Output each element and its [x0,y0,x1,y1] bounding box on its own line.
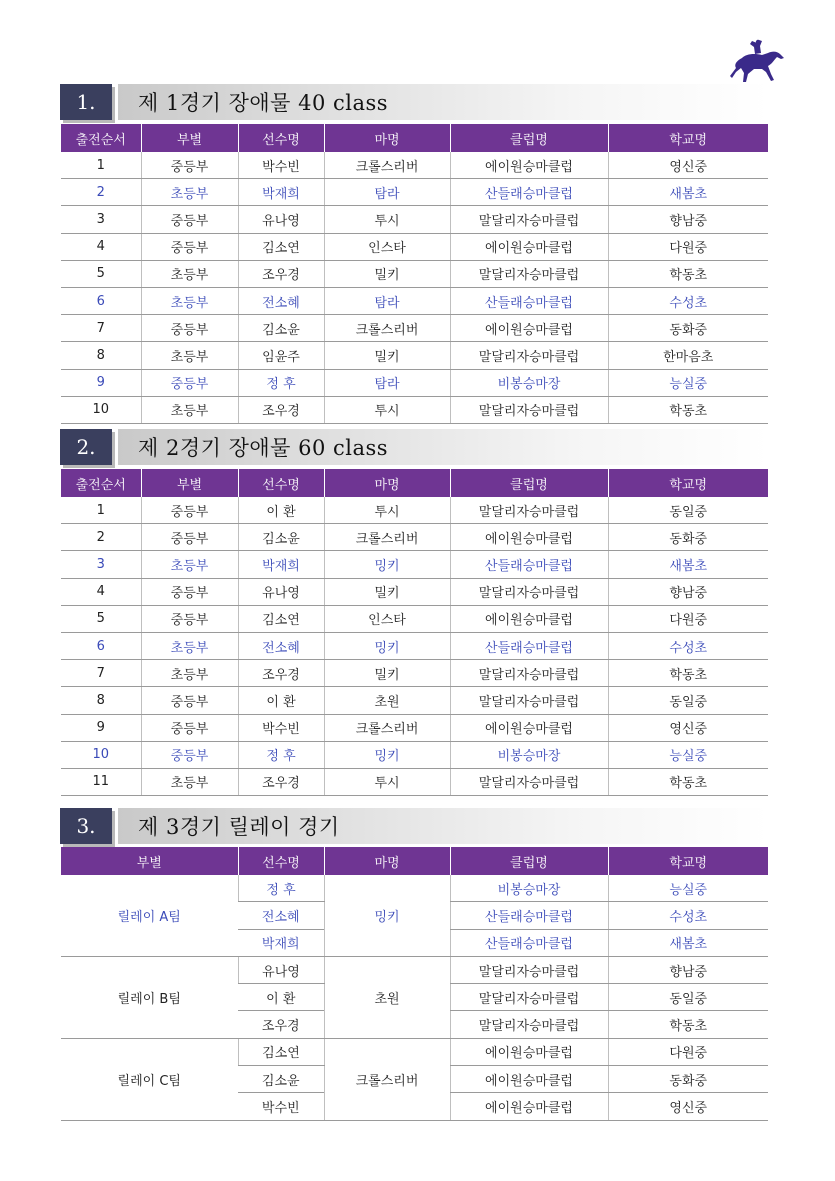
column-header: 선수명 [238,469,324,497]
school-cell: 학동초 [608,660,768,687]
rider-cell: 전소혜 [238,632,324,659]
rider-cell: 김소윤 [238,524,324,551]
event-2-table [61,469,768,796]
column-header: 학교명 [608,847,768,875]
table-row [61,714,768,741]
rider-cell: 유나영 [238,578,324,605]
school-cell: 수성초 [608,632,768,659]
order-cell: 5 [61,260,141,287]
horse-cell: 밍키 [324,875,450,956]
school-cell: 영신중 [608,1093,768,1120]
horse-cell: 초원 [324,956,450,1038]
horse-cell: 탐라 [324,287,450,314]
school-cell: 수성초 [608,287,768,314]
horse-cell: 밀키 [324,260,450,287]
rider-cell: 정 후 [238,369,324,396]
club-cell: 에이원승마클럽 [450,1038,608,1065]
section-number: 1. [60,84,112,120]
club-cell: 산들래승마클럽 [450,551,608,578]
club-cell: 에이원승마클럽 [450,1093,608,1120]
horse-cell: 탐라 [324,369,450,396]
rider-cell: 정 후 [238,741,324,768]
division-cell: 중등부 [141,741,238,768]
column-header: 학교명 [608,469,768,497]
division-cell: 중등부 [141,714,238,741]
school-cell: 학동초 [608,396,768,423]
order-cell: 6 [61,287,141,314]
table-row [61,632,768,659]
division-cell: 초등부 [141,396,238,423]
division-cell: 중등부 [141,687,238,714]
order-cell: 11 [61,768,141,795]
school-cell: 수성초 [608,902,768,929]
club-cell: 말달리자승마클럽 [450,660,608,687]
table-row [61,152,768,179]
column-header: 클럽명 [450,124,608,152]
division-cell: 초등부 [141,260,238,287]
rider-cell: 이 환 [238,984,324,1011]
school-cell: 학동초 [608,1011,768,1038]
school-cell: 학동초 [608,260,768,287]
club-cell: 비봉승마장 [450,369,608,396]
rider-cell: 김소연 [238,233,324,260]
rider-cell: 유나영 [238,206,324,233]
column-header: 마명 [324,469,450,497]
rider-cell: 김소윤 [238,1066,324,1093]
club-cell: 말달리자승마클럽 [450,687,608,714]
column-header: 부별 [141,124,238,152]
school-cell: 동화중 [608,524,768,551]
club-cell: 산들래승마클럽 [450,902,608,929]
school-cell: 학동초 [608,768,768,795]
rider-cell: 이 환 [238,497,324,524]
club-cell: 말달리자승마클럽 [450,260,608,287]
rider-cell: 전소혜 [238,287,324,314]
order-cell: 8 [61,687,141,714]
team-name-cell: 릴레이 C팀 [61,1038,238,1120]
rider-cell: 김소연 [238,1038,324,1065]
horse-cell: 크롤스리버 [324,524,450,551]
division-cell: 중등부 [141,369,238,396]
club-cell: 에이원승마클럽 [450,233,608,260]
school-cell: 새봄초 [608,929,768,956]
horse-cell: 인스타 [324,605,450,632]
club-cell: 말달리자승마클럽 [450,768,608,795]
club-cell: 비봉승마장 [450,875,608,902]
table-row [61,1038,768,1065]
school-cell: 능실중 [608,741,768,768]
rider-cell: 조우경 [238,396,324,423]
division-cell: 초등부 [141,632,238,659]
horse-cell: 밀키 [324,578,450,605]
team-name-cell: 릴레이 B팀 [61,956,238,1038]
section-number: 3. [60,808,112,844]
table-row [61,287,768,314]
column-header: 출전순서 [61,469,141,497]
table-row [61,260,768,287]
order-cell: 9 [61,714,141,741]
school-cell: 영신중 [608,152,768,179]
division-cell: 초등부 [141,660,238,687]
club-cell: 에이원승마클럽 [450,524,608,551]
order-cell: 1 [61,152,141,179]
rider-cell: 전소혜 [238,902,324,929]
order-cell: 9 [61,369,141,396]
rider-cell: 유나영 [238,956,324,983]
team-name-cell: 릴레이 A팀 [61,875,238,956]
club-cell: 비봉승마장 [450,741,608,768]
school-cell: 새봄초 [608,551,768,578]
horse-cell: 밀키 [324,660,450,687]
horse-cell: 탐라 [324,179,450,206]
horse-cell: 초원 [324,687,450,714]
column-header: 선수명 [238,124,324,152]
table-row [61,660,768,687]
column-header: 학교명 [608,124,768,152]
school-cell: 능실중 [608,369,768,396]
table-row [61,396,768,423]
order-cell: 2 [61,524,141,551]
horse-cell: 투시 [324,396,450,423]
table-row [61,551,768,578]
table-row [61,524,768,551]
table-row [61,741,768,768]
club-cell: 에이원승마클럽 [450,152,608,179]
school-cell: 동화중 [608,315,768,342]
table-row [61,179,768,206]
school-cell: 동화중 [608,1066,768,1093]
rider-cell: 조우경 [238,260,324,287]
horse-cell: 투시 [324,497,450,524]
school-cell: 동일중 [608,497,768,524]
club-cell: 에이원승마클럽 [450,1066,608,1093]
rider-cell: 조우경 [238,768,324,795]
order-cell: 6 [61,632,141,659]
school-cell: 새봄초 [608,179,768,206]
column-header: 클럽명 [450,847,608,875]
rider-cell: 조우경 [238,660,324,687]
table-row [61,605,768,632]
table-row [61,342,768,369]
rider-cell: 박재희 [238,551,324,578]
order-cell: 8 [61,342,141,369]
division-cell: 중등부 [141,605,238,632]
club-cell: 말달리자승마클럽 [450,342,608,369]
relay-table [61,847,768,1121]
school-cell: 다원중 [608,605,768,632]
order-cell: 10 [61,741,141,768]
order-cell: 10 [61,396,141,423]
section-2-header [60,429,768,465]
school-cell: 한마음초 [608,342,768,369]
horse-cell: 밍키 [324,741,450,768]
order-cell: 3 [61,551,141,578]
column-header: 마명 [324,124,450,152]
column-header: 출전순서 [61,124,141,152]
table-row [61,315,768,342]
order-cell: 5 [61,605,141,632]
school-cell: 향남중 [608,578,768,605]
division-cell: 초등부 [141,287,238,314]
rider-cell: 김소윤 [238,315,324,342]
club-cell: 에이원승마클럽 [450,714,608,741]
club-cell: 말달리자승마클럽 [450,578,608,605]
table-row [61,768,768,795]
order-cell: 4 [61,233,141,260]
horse-cell: 밍키 [324,632,450,659]
school-cell: 다원중 [608,233,768,260]
horse-cell: 크롤스리버 [324,315,450,342]
division-cell: 초등부 [141,551,238,578]
horse-rider-icon [728,38,786,84]
club-cell: 말달리자승마클럽 [450,396,608,423]
section-title: 제 3경기 릴레이 경기 [118,808,768,844]
rider-cell: 임윤주 [238,342,324,369]
column-header: 클럽명 [450,469,608,497]
rider-cell: 박재희 [238,179,324,206]
table-row [61,233,768,260]
horse-cell: 크롤스리버 [324,714,450,741]
horse-cell: 투시 [324,206,450,233]
order-cell: 7 [61,660,141,687]
division-cell: 중등부 [141,578,238,605]
column-header: 선수명 [238,847,324,875]
club-cell: 산들래승마클럽 [450,929,608,956]
rider-cell: 조우경 [238,1011,324,1038]
table-row [61,578,768,605]
school-cell: 향남중 [608,956,768,983]
section-1-header [60,84,768,120]
rider-cell: 이 환 [238,687,324,714]
club-cell: 말달리자승마클럽 [450,984,608,1011]
division-cell: 중등부 [141,152,238,179]
rider-cell: 김소연 [238,605,324,632]
division-cell: 중등부 [141,233,238,260]
division-cell: 중등부 [141,315,238,342]
club-cell: 말달리자승마클럽 [450,956,608,983]
horse-cell: 밀키 [324,342,450,369]
rider-cell: 박수빈 [238,714,324,741]
club-cell: 말달리자승마클럽 [450,497,608,524]
club-cell: 에이원승마클럽 [450,605,608,632]
division-cell: 초등부 [141,768,238,795]
division-cell: 중등부 [141,206,238,233]
horse-cell: 투시 [324,768,450,795]
horse-cell: 인스타 [324,233,450,260]
section-title: 제 1경기 장애물 40 class [118,84,768,120]
section-number: 2. [60,429,112,465]
table-row [61,369,768,396]
horse-cell: 밍키 [324,551,450,578]
school-cell: 능실중 [608,875,768,902]
rider-cell: 정 후 [238,875,324,902]
horse-cell: 크롤스리버 [324,1038,450,1120]
horse-cell: 크롤스리버 [324,152,450,179]
division-cell: 초등부 [141,342,238,369]
order-cell: 1 [61,497,141,524]
division-cell: 초등부 [141,179,238,206]
club-cell: 산들래승마클럽 [450,632,608,659]
school-cell: 다원중 [608,1038,768,1065]
order-cell: 4 [61,578,141,605]
club-cell: 말달리자승마클럽 [450,206,608,233]
table-row [61,875,768,902]
table-row [61,497,768,524]
rider-cell: 박수빈 [238,1093,324,1120]
club-cell: 말달리자승마클럽 [450,1011,608,1038]
order-cell: 7 [61,315,141,342]
event-1-table [61,124,768,424]
table-row [61,687,768,714]
rider-cell: 박재희 [238,929,324,956]
school-cell: 동일중 [608,687,768,714]
club-cell: 산들래승마클럽 [450,179,608,206]
division-cell: 중등부 [141,497,238,524]
column-header: 마명 [324,847,450,875]
order-cell: 3 [61,206,141,233]
order-cell: 2 [61,179,141,206]
table-row [61,206,768,233]
column-header: 부별 [61,847,238,875]
table-row [61,956,768,983]
school-cell: 영신중 [608,714,768,741]
school-cell: 동일중 [608,984,768,1011]
section-title: 제 2경기 장애물 60 class [118,429,768,465]
club-cell: 산들래승마클럽 [450,287,608,314]
section-3-header [60,808,768,844]
club-cell: 에이원승마클럽 [450,315,608,342]
division-cell: 중등부 [141,524,238,551]
school-cell: 향남중 [608,206,768,233]
rider-cell: 박수빈 [238,152,324,179]
column-header: 부별 [141,469,238,497]
